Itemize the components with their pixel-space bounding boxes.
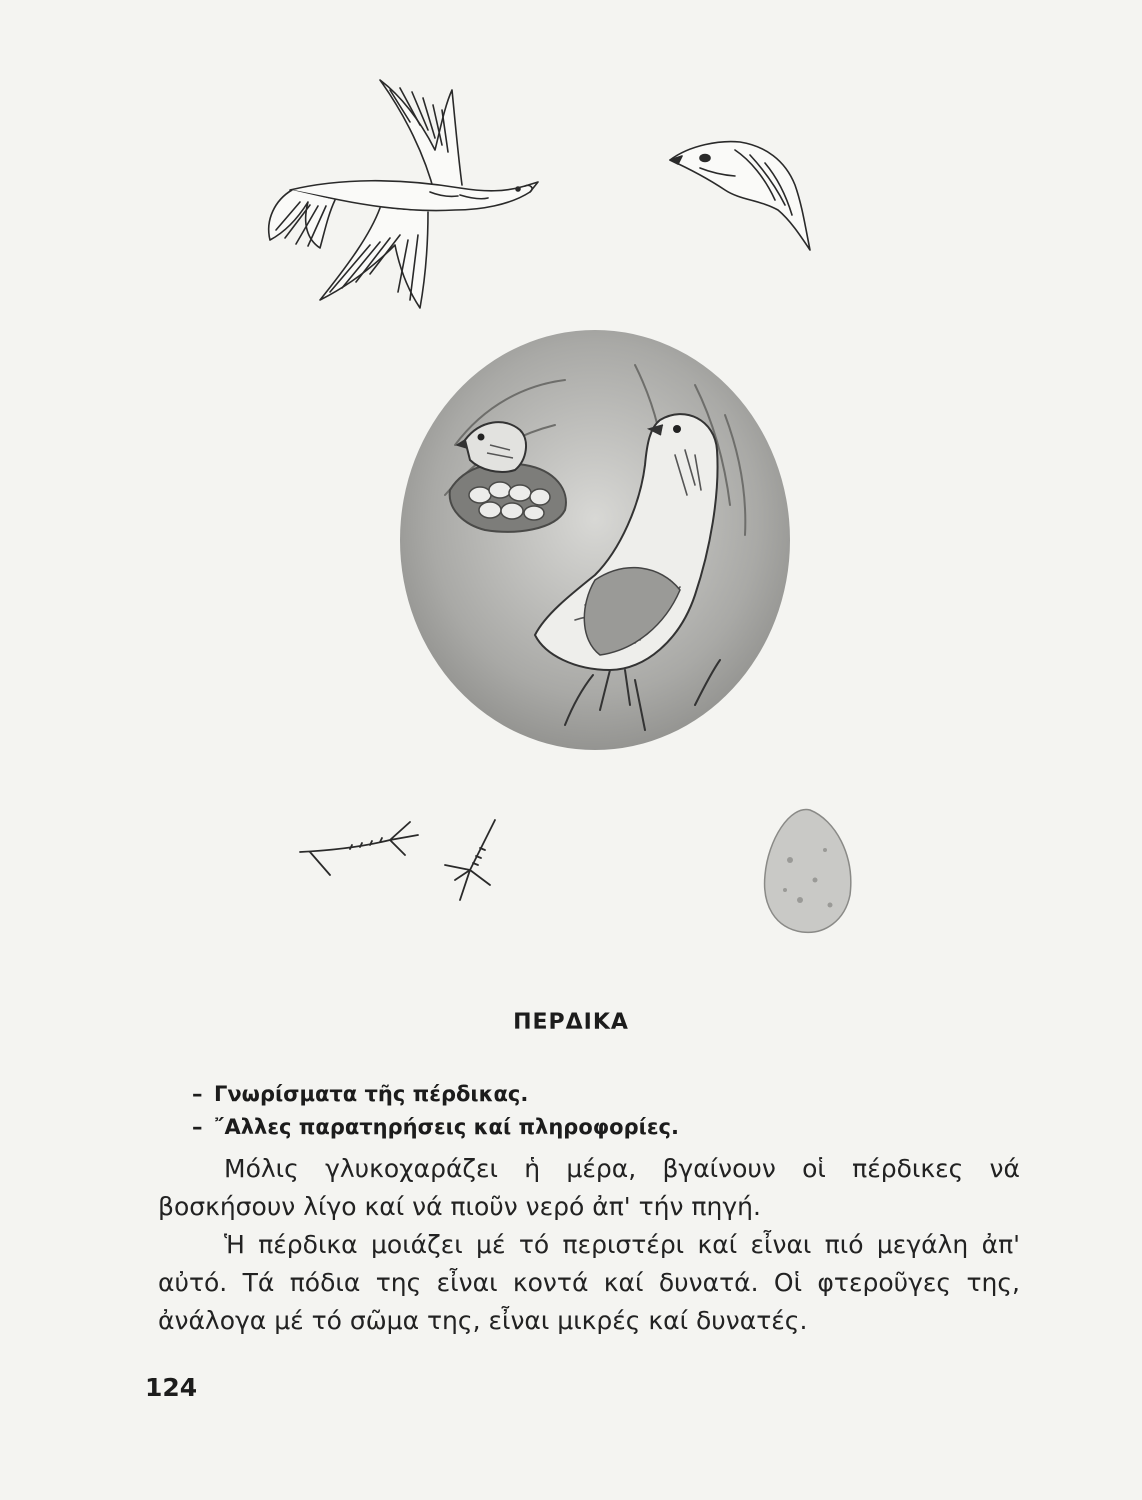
top-bird-illustrations — [230, 60, 850, 320]
page-number: 124 — [145, 1373, 198, 1402]
bird-head-drawing — [670, 142, 810, 250]
subheading-text: Γνωρίσματα τῆς πέρδικας. — [214, 1082, 529, 1106]
article-subheadings — [192, 1078, 992, 1144]
flying-bird-drawing — [269, 80, 538, 308]
paragraph-2: Ἡ πέρδικα μοιάζει μέ τό περιστέρι καί εἶναι πιό μεγάλη ἀπ' αὐτό. Τά πόδια της εἶναι κοντά καί δυνατά. Οἱ φτεροῦγες της, ἀνάλογα μέ τό σῶμα της, εἶναι μικρές καί δυνατές. — [158, 1230, 1020, 1335]
article-body — [158, 1150, 1020, 1340]
egg-drawing — [765, 810, 851, 933]
bird-feet-drawing — [300, 820, 495, 900]
partridges-medallion — [395, 325, 795, 755]
partridges-nest-medallion — [400, 330, 790, 750]
subheading-features — [192, 1078, 992, 1111]
subheading-dash: – — [192, 1082, 203, 1106]
subheading-dash: – — [192, 1115, 203, 1139]
article-title: ΠΕΡΔΙΚΑ — [513, 1010, 629, 1035]
bottom-illustrations — [290, 800, 870, 950]
subheading-observations — [192, 1111, 992, 1144]
paragraph-1: Μόλις γλυκοχαράζει ἡ μέρα, βγαίνουν οἱ πέρδικες νά βοσκήσουν λίγο καί νά πιοῦν νερό ἀπ' τήν πηγή. — [158, 1154, 1020, 1221]
subheading-text: ῎Αλλες παρατηρήσεις καί πληροφορίες. — [214, 1115, 679, 1139]
